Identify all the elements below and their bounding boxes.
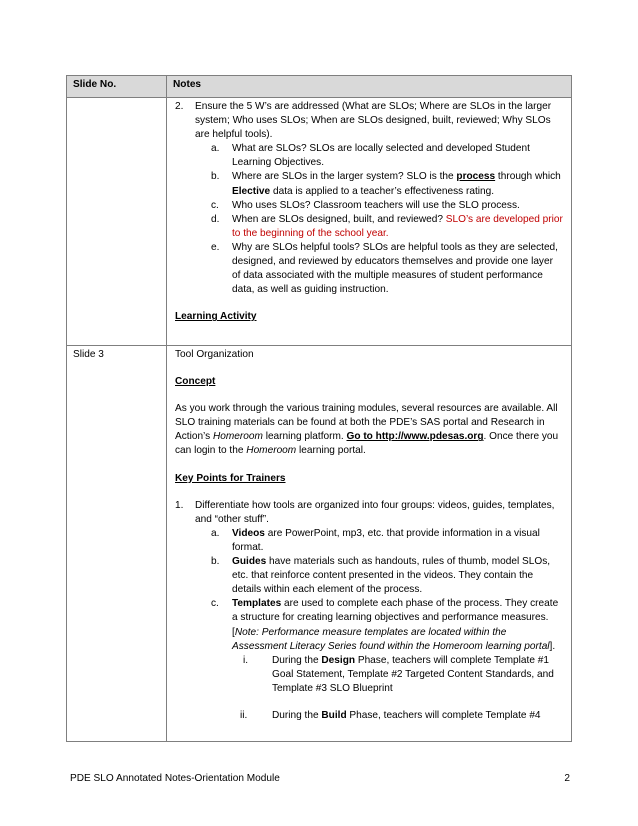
slide-cell: Slide 3: [67, 346, 167, 742]
concept-text-mid2: . Once there you can login to the: [175, 431, 559, 457]
learning-activity-heading: Learning Activity: [175, 311, 257, 323]
header-slide-no: Slide No.: [67, 76, 167, 98]
concept-heading: Concept: [175, 376, 216, 388]
sub-text: Why are SLOs helpful tools? SLOs are helpful tools as they are selected, designed, and reviewed by educators themselves and provide one layer of data associated with the multiple measures of student performance data, as well as guiding instruction.: [232, 241, 558, 296]
key-points-heading: Key Points for Trainers: [175, 472, 286, 484]
header-notes: Notes: [167, 76, 572, 98]
sub-text: have materials such as handouts, rules of thumb, model SLOs, etc. that reinforce content presented in the videos. They contain the details within each element of the process.: [232, 556, 551, 596]
slide-cell: [67, 98, 167, 346]
sub-label: a.: [211, 143, 220, 155]
sub-sub-item-ii: [175, 709, 563, 723]
sub-label: b.: [211, 556, 220, 568]
notes-cell: [167, 346, 572, 742]
templates-term: Templates: [232, 598, 282, 610]
table-row: [67, 98, 572, 346]
list-number: 2.: [175, 101, 184, 112]
homeroom-term: Homeroom: [212, 431, 263, 443]
concept-text-mid: learning platform.: [262, 431, 347, 443]
sub-text: Who uses SLOs? Classroom teachers will use the SLO process.: [232, 199, 520, 211]
page-footer: [70, 772, 570, 785]
sub-item-a: [175, 527, 563, 555]
pdesas-link[interactable]: Go to http://www.pdesas.org: [346, 431, 484, 443]
table-header-row: [67, 76, 572, 98]
sub-text-pre: When are SLOs designed, built, and reviewed?: [232, 213, 446, 225]
footer-title: PDE SLO Annotated Notes-Orientation Module: [70, 773, 280, 784]
sub-item-a: [175, 142, 563, 170]
sub-label: b.: [211, 171, 220, 183]
red-note: SLO’s are developed prior to the beginning of the school year.: [232, 213, 563, 239]
sub-item-c: [175, 597, 563, 653]
sub-text: are used to complete each phase of the process. They create a structure for creating learning objectives and performance measures. [: [232, 598, 559, 638]
sub-label: c.: [211, 598, 219, 610]
sub-text-post: Phase, teachers will complete Template #1 Goal Statement, Template #2 Targeted Content Standards, and Template #3 SLO Blueprint: [272, 654, 554, 694]
design-term: Design: [321, 654, 356, 666]
elective-term: Elective: [232, 185, 271, 197]
table-row: [67, 346, 572, 742]
concept-paragraph: [175, 402, 563, 458]
sub-text-post: Phase, teachers will complete Template #4: [346, 709, 541, 721]
build-term: Build: [321, 709, 347, 721]
sub-item-d: [175, 213, 563, 241]
sub-text-post: data is applied to a teacher’s effectiveness rating.: [270, 185, 495, 197]
sub-text-mid: through which: [495, 171, 561, 183]
list-item-2: [175, 100, 563, 142]
concept-text-pre: As you work through the various training modules, several resources are available. All SLO training materials can be found at both the PDE’s SAS portal and Research in Action’s: [175, 403, 558, 443]
sub-item-e: [175, 241, 563, 297]
list-text: Ensure the 5 W’s are addressed (What are SLOs; Where are SLOs in the larger system; Who uses SLOs; When are SLOs designed, built, reviewed; Why SLOs are helpful tools).: [195, 101, 552, 141]
sub-text-pre: During the: [272, 654, 322, 666]
sub-item-b: [175, 170, 563, 198]
sub-text: are PowerPoint, mp3, etc. that provide information in a visual format.: [232, 527, 540, 553]
sub-label: e.: [211, 241, 220, 253]
process-term: process: [456, 171, 496, 183]
homeroom-term: Homeroom: [246, 445, 297, 457]
list-item-1: [175, 499, 563, 527]
list-number: 1.: [175, 499, 184, 511]
roman-label: ii.: [240, 709, 248, 721]
sub-label: a.: [211, 527, 220, 539]
sub-text-pre: Where are SLOs in the larger system? SLO is the: [232, 171, 457, 183]
slide-title: Tool Organization: [175, 349, 254, 360]
roman-label: i.: [243, 654, 249, 666]
sub-text: What are SLOs? SLOs are locally selected and developed Student Learning Objectives.: [232, 143, 530, 169]
sub-label: d.: [211, 213, 220, 225]
sub-item-b: [175, 555, 563, 597]
page-number: 2: [564, 773, 570, 784]
concept-text-post: learning portal.: [296, 445, 366, 457]
sub-item-c: [175, 199, 563, 213]
sub-label: c.: [211, 199, 219, 211]
guides-term: Guides: [232, 556, 267, 568]
videos-term: Videos: [232, 527, 265, 539]
sub-text-post: ].: [549, 640, 556, 652]
sub-text-pre: During the: [272, 709, 322, 721]
note-italic: Note: Performance measure templates are located within the Assessment Literacy Series found within the Homeroom learning portal: [232, 626, 550, 652]
sub-sub-item-i: [175, 654, 563, 696]
list-text: Differentiate how tools are organized into four groups: videos, guides, templates, and “other stuff”.: [195, 499, 555, 525]
notes-table: [66, 75, 572, 742]
notes-cell: [167, 98, 572, 346]
